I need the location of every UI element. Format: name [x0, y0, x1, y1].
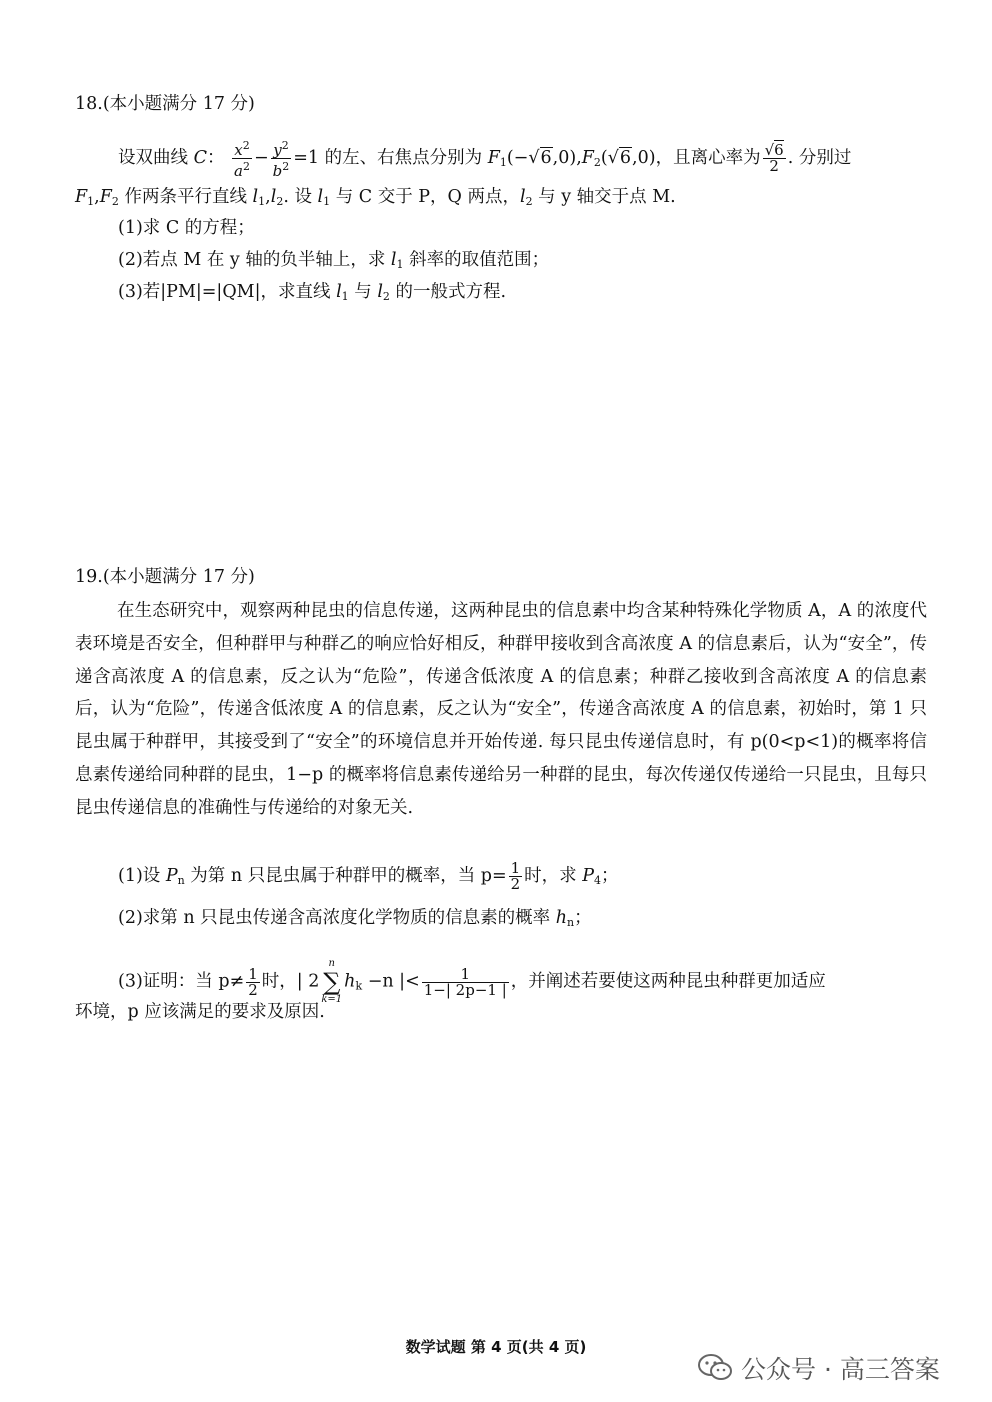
- sqrt-6: √6: [607, 148, 632, 168]
- subscript: 2: [382, 290, 390, 303]
- text: 时，| 2: [261, 971, 320, 992]
- exponent: 2: [282, 160, 290, 173]
- q18-sub1: (1)求 C 的方程；: [118, 218, 255, 238]
- exponent: 2: [281, 139, 289, 152]
- denominator: 2: [769, 157, 779, 175]
- radicand: 6: [774, 141, 784, 159]
- text: ，且离心率为: [655, 148, 761, 168]
- text: =1: [293, 148, 320, 168]
- text: 为第 n 只昆虫属于种群甲的概率，当 p=: [184, 866, 507, 886]
- symbol: F: [75, 187, 88, 207]
- text: 作两条平行直线: [118, 187, 253, 207]
- symbol: P: [582, 866, 595, 886]
- symbol: F: [487, 148, 500, 168]
- text: 斜率的取值范围；: [403, 250, 550, 270]
- symbol: b: [272, 162, 283, 180]
- exponent: 2: [242, 139, 250, 152]
- subscript: n: [567, 916, 575, 929]
- fraction-y2-b2: [271, 138, 292, 179]
- text: . 分别过: [787, 148, 852, 168]
- text: 时，求: [524, 866, 583, 886]
- watermark-text: 公众号 · 高三答案: [741, 1355, 940, 1384]
- q18-intro-line: [118, 138, 851, 179]
- radicand: 6: [619, 148, 632, 168]
- text: (2)若点 M 在 y 轴的负半轴上，求: [118, 250, 391, 270]
- subscript: n: [177, 874, 185, 887]
- sum-upper: n: [328, 958, 335, 969]
- text: ；: [574, 908, 592, 928]
- radicand: 6: [540, 148, 552, 168]
- text: 的一般式方程.: [389, 282, 507, 302]
- symbol: F: [99, 187, 112, 207]
- q19-sub3-cont: 环境，p 应该满足的要求及原因.: [75, 1002, 325, 1022]
- fraction-1-2: [509, 861, 523, 892]
- symbol: x: [234, 141, 243, 159]
- q18-line2: [75, 185, 676, 214]
- text: (3)若|PM|=|QM|，求直线: [118, 282, 337, 302]
- text: −n |<: [362, 971, 420, 992]
- subscript: 1: [499, 156, 507, 169]
- fraction-x2-a2: [232, 138, 252, 179]
- q18-sub3: [118, 280, 506, 309]
- q19-sub3: [118, 958, 826, 1006]
- wechat-icon: [697, 1353, 733, 1383]
- symbol: l: [270, 187, 277, 207]
- q18-title: 18.(本小题满分 17 分): [75, 94, 255, 114]
- subscript: k: [355, 979, 363, 993]
- text: ,0): [552, 148, 577, 168]
- text: 与 C 交于 P，Q 两点，: [330, 187, 520, 207]
- symbol: l: [390, 250, 397, 270]
- symbol: F: [581, 148, 594, 168]
- text: 设双曲线: [118, 148, 194, 168]
- numerator: 1: [248, 964, 258, 983]
- text: ：: [206, 148, 225, 168]
- symbol: a: [234, 162, 243, 180]
- subscript: 2: [276, 195, 284, 208]
- text: ；: [601, 866, 619, 886]
- symbol: l: [336, 282, 342, 302]
- text: (: [600, 148, 608, 168]
- subscript: 4: [594, 874, 602, 887]
- symbol: l: [377, 282, 383, 302]
- symbol: l: [252, 187, 259, 207]
- symbol: l: [317, 187, 324, 207]
- fraction-sqrt6-2: $\frac{√6}{2}$: [764, 141, 784, 175]
- text: (1)设: [118, 866, 166, 886]
- text: ,: [265, 187, 271, 207]
- numerator: 1: [422, 967, 509, 983]
- q19-paragraph: 在生态研究中，观察两种昆虫的信息传递，这两种昆虫的信息素中均含某种特殊化学物质 A，A 的浓度代表环境是否安全，但种群甲与种群乙的响应恰好相反，种群甲接收到含高浓度 A 的信息素后，认为“安全”，传递含高浓度 A 的信息素，反之认为“危险”，传递含低浓度 A 的信息素；种群乙接收到含高浓度 A 的信息素后，认为“危险”，传递含低浓度 A 的信息素，反之认为“安全”，传递含高浓度 A 的信息素，初始时，第 1 只昆虫属于种群甲，其接受到了“安全”的环境信息并开始传递. 每只昆虫传递信息时，有 p(0<p<1)的概率将信息素传递给同种群的昆虫，1−p 的概率将信息素传递给另一种群的昆虫，每次传递仅传递给一只昆虫，且每只昆虫传递信息的准确性与传递给的对象无关.: [75, 601, 927, 818]
- text: (3)证明：当 p≠: [118, 971, 245, 992]
- denominator: 1−| 2p−1 |: [423, 980, 507, 999]
- q18-sub2: [118, 248, 549, 277]
- page-footer: 数学试题 第 4 页(共 4 页): [405, 1338, 587, 1356]
- symbol: C: [193, 148, 207, 168]
- subscript: 1: [341, 290, 349, 303]
- text: 的左、右焦点分别为: [319, 148, 488, 168]
- symbol: P: [165, 866, 178, 886]
- sum-lower: k=1: [321, 994, 343, 1005]
- sqrt-6: √6: [528, 148, 552, 168]
- symbol: l: [519, 187, 526, 207]
- text: 与: [348, 282, 378, 302]
- q19-title: 19.(本小题满分 17 分): [75, 567, 255, 587]
- subscript: 2: [111, 195, 119, 208]
- subscript: 1: [87, 195, 95, 208]
- exponent: 2: [242, 160, 250, 173]
- subscript: 1: [258, 195, 266, 208]
- text: ,: [94, 187, 100, 207]
- fraction-1-2: [246, 964, 260, 999]
- fraction-bound: [422, 964, 509, 999]
- text: ,: [576, 148, 582, 168]
- symbol: h: [555, 908, 568, 928]
- symbol: y: [273, 141, 282, 159]
- numerator: 1: [510, 859, 521, 877]
- denominator: 2: [248, 980, 258, 999]
- watermark: [697, 1350, 940, 1386]
- text: ,0): [632, 148, 656, 168]
- operator: −: [253, 148, 269, 168]
- text: . 设: [283, 187, 318, 207]
- q19-sub1: [118, 861, 619, 893]
- summation: n ∑ k=1: [321, 958, 343, 1005]
- subscript: 1: [323, 195, 331, 208]
- q19-sub2: [118, 906, 592, 935]
- denominator: 2: [510, 875, 521, 893]
- subscript: 2: [525, 195, 533, 208]
- text: 与 y 轴交于点 M.: [532, 187, 676, 207]
- subscript: 1: [396, 258, 404, 271]
- subscript: 2: [593, 156, 601, 169]
- text: ，并阐述若要使这两种昆虫种群更加适应: [510, 971, 826, 992]
- text: (−: [506, 148, 529, 168]
- symbol: h: [344, 971, 356, 992]
- text: (2)求第 n 只昆虫传递含高浓度化学物质的信息素的概率: [118, 908, 556, 928]
